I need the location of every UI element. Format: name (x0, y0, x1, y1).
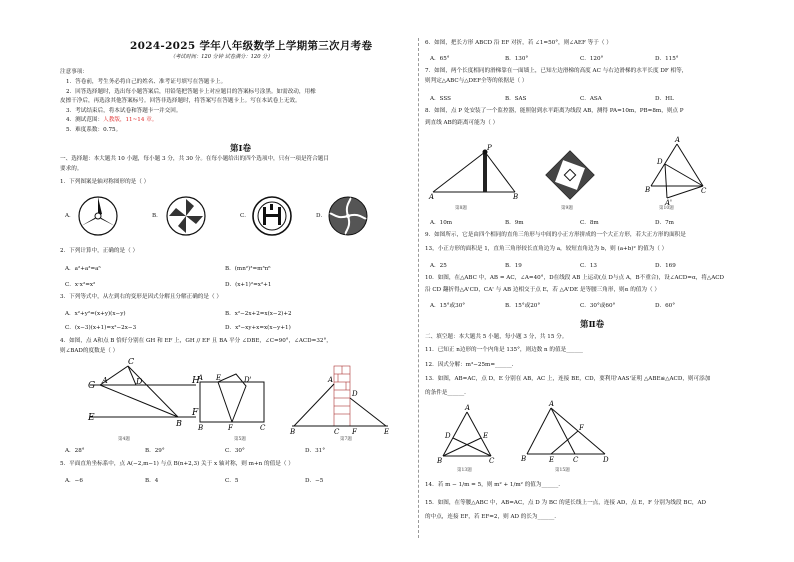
q3-option-b: B．x²−2x+2=x(x−2)+2 (225, 311, 292, 317)
q8-stem-cont: 到直线 AB的距离可能为（ ） (425, 120, 499, 126)
q15-figure (521, 400, 611, 464)
section-1-intro-cont: 要求的。 (60, 166, 83, 172)
q3-stem: 3．下列等式中，从左到右的变形是因式分解且分解正确的是（ ） (60, 294, 222, 300)
q5-option-b: B．4 (145, 478, 159, 484)
svg-text:A: A (429, 193, 435, 201)
q10-option-c: C．30°或60° (580, 303, 616, 309)
section-1-title: 第Ⅰ卷 (230, 144, 251, 154)
q4-option-b: B．29° (145, 448, 165, 454)
svg-text:A': A' (665, 199, 672, 207)
q9-figure (545, 150, 595, 200)
q13-figure (437, 404, 497, 465)
q15-stem-cont: 的中点，连接 EF，若 EF=2，则 AD 的长为______. (425, 514, 557, 520)
q2-option-b: B．(mn²)³=m³n⁶ (225, 266, 271, 272)
right-column (425, 0, 725, 562)
q4-stem-cont: 则∠BAD的度数是（ ） (60, 348, 119, 354)
q9-figure-caption: 第9题 (561, 206, 573, 211)
q11-stem: 11．已知正 n边形的一个内角是 135°，则边数 n 的值是______ (425, 347, 583, 353)
left-column (60, 0, 412, 562)
q13-stem: 13．如图，AB=AC，点 D，E 分别在 AB，AC 上，连接 BE，CD，要利用'AAS'证明 △ABE≌△ACD，则可添加 (425, 376, 711, 382)
q13-figure-caption: 第13题 (457, 468, 472, 473)
svg-text:D: D (657, 158, 663, 166)
note-2-cont: 皮擦干净后，再选涂其他答案标号。回答非选择题时，将答案写在答题卡上。写在本试卷上无效。 (60, 98, 301, 104)
svg-text:D: D (136, 377, 143, 386)
section-2-intro: 二、填空题：本大题共 5 小题，每小题 3 分，共 15 分。 (425, 334, 568, 340)
q7-option-d: D．HL (655, 96, 674, 102)
svg-text:B: B (521, 455, 527, 463)
q7-option-c: C．ASA (580, 96, 602, 102)
q3-option-d: D．x²−xy+x=x(x−y+1) (225, 325, 291, 331)
svg-text:A: A (465, 404, 471, 412)
q8-option-c: C．8m (580, 220, 599, 226)
q10-stem: 10．如图，在△ABC 中，AB = AC，∠A=40°，D在线段 AB 上运动(点 D与点 A，B不重合)，设∠ACD=α，将△ACD (425, 275, 725, 281)
svg-text:P: P (487, 144, 492, 152)
q3-option-c: C．(x−3)(x+1)=x²−2x−3 (65, 325, 137, 331)
q1-figure-d (326, 194, 370, 238)
note-1: 1．答卷前，考生务必将自己的姓名、准考证号填写在答题卡上。 (66, 79, 227, 85)
q8-figure-caption: 第8题 (455, 206, 467, 211)
q2-stem: 2．下列计算中，正确的是（ ） (60, 248, 139, 254)
svg-text:A: A (549, 400, 555, 408)
q12-stem: 12．因式分解：m³−25m=______. (425, 362, 514, 368)
q14-stem: 14．若 m − 1/m = 5，则 m² + 1/m² 的值为______. (425, 482, 561, 488)
q6-option-a: A．65° (430, 56, 450, 62)
q10-option-b: B．15°或20° (505, 303, 541, 309)
q6-option-b: B．130° (505, 56, 529, 62)
svg-text:G: G (88, 381, 96, 391)
column-divider (418, 38, 419, 538)
q4-figure (88, 357, 200, 444)
note-3: 3．考试结束后，将本试卷和答题卡一并交回。 (66, 108, 182, 114)
svg-text:C: C (489, 457, 495, 465)
q4-stem: 4．如图，点 A和点 B 恰好分别在 GH 和 EF 上，GH // EF 且 BA 平分 ∠DBE，∠C=90°，∠ACD=32°， (60, 338, 332, 344)
svg-text:H: H (192, 376, 200, 386)
q1-option-b: B． (152, 213, 162, 219)
note-2: 2．回答选择题时，选出每小题答案后，用铅笔把答题卡上对应题目的答案标号涂黑。如需改动，用橡 (66, 89, 316, 95)
q2-option-c: C．x·x²=x² (65, 282, 96, 288)
svg-text:E: E (483, 432, 489, 440)
q7-option-a: A．SSS (430, 96, 451, 102)
svg-text:E: E (549, 456, 555, 464)
q1-figure-c (250, 194, 294, 238)
note-4: 4．测试范围：人教版，11~14 章。 (66, 117, 158, 123)
q10-option-a: A．15°或30° (430, 303, 466, 309)
q1-option-c: C． (240, 213, 250, 219)
q6-figure (198, 372, 268, 438)
q8-option-b: B．9m (505, 220, 524, 226)
svg-text:E: E (88, 413, 95, 423)
svg-text:C: C (260, 424, 266, 432)
q9-option-b: B．19 (505, 263, 522, 269)
q2-option-a: A．a²+a³=a⁵ (65, 266, 101, 272)
svg-text:B: B (198, 424, 204, 432)
svg-text:D: D (445, 432, 451, 440)
q3-option-a: A．x²+y²=(x+y)(x−y) (65, 311, 126, 317)
q9-option-d: D．169 (655, 263, 676, 269)
q8-figure (429, 146, 525, 200)
q10-option-d: D．60° (655, 303, 675, 309)
svg-text:A: A (675, 136, 681, 144)
note-5: 5．难度系数：0.75。 (66, 127, 122, 133)
q6-figure-caption: 第5题 (234, 437, 246, 442)
svg-text:F: F (192, 408, 199, 418)
svg-text:A: A (198, 374, 204, 382)
svg-text:F: F (579, 424, 584, 432)
q6-option-c: C．120° (580, 56, 604, 62)
svg-text:D: D (603, 456, 609, 464)
svg-text:C: C (573, 456, 579, 464)
svg-text:B: B (437, 457, 443, 465)
svg-text:C: C (334, 428, 340, 436)
svg-text:D': D' (244, 376, 252, 384)
svg-text:D: D (352, 390, 358, 398)
q7-figure (290, 364, 390, 440)
svg-text:F: F (352, 428, 357, 436)
svg-text:C: C (701, 187, 707, 195)
q7-option-b: B．SAS (505, 96, 527, 102)
q6-option-d: D．115° (655, 56, 679, 62)
q5-option-c: C．5 (225, 478, 239, 484)
q10-figure-caption: 第10题 (659, 206, 674, 211)
q1-figure-a (76, 194, 120, 238)
test-range: 人教版，11~14 章。 (103, 117, 158, 123)
q7-stem: 7．如图，两个长度相同的滑梯靠在一面墙上，已知左边滑梯的高度 AC 与右边滑梯的水平长度 DF 相等， (425, 68, 688, 74)
q9-option-c: C．13 (580, 263, 597, 269)
exam-info: （考试时间：120 分钟 试卷满分：120 分） (170, 54, 273, 60)
svg-text:A: A (102, 376, 108, 385)
svg-text:B: B (290, 428, 296, 436)
q7-figure-caption: 第7题 (340, 437, 352, 442)
section-2-title: 第Ⅱ卷 (580, 320, 605, 330)
q8-option-a: A．10m (430, 220, 453, 226)
q5-option-d: D．−5 (305, 478, 324, 484)
q1-stem: 1．下列图案是轴对称图形的是（ ） (60, 179, 150, 185)
section-1-intro: 一、选择题：本大题共 10 小题，每小题 3 分，共 30 分。在每小题给出的四个选项中，只有一项是符合题目 (60, 156, 329, 162)
svg-text:F: F (228, 424, 233, 432)
q4-option-c: C．30° (225, 448, 245, 454)
q8-stem: 8．如图，点 P 处安装了一个监控器，能照射到水平距离为线段 AB，测得 PA=10m，PB=8m，则点 P (425, 108, 684, 114)
q5-option-a: A．−6 (65, 478, 83, 484)
q2-option-d: D．(x+1)²=x²+1 (225, 282, 272, 288)
q1-figure-b (164, 194, 208, 238)
q1-option-a: A． (65, 213, 75, 219)
svg-text:E: E (384, 428, 390, 436)
svg-text:B: B (513, 193, 519, 201)
q6-stem: 6．如图，把长方形 ABCD 沿 EF 对折，若 ∠1=50°，则∠AEF 等于（ ） (425, 40, 612, 46)
q4-figure-caption: 第4题 (118, 437, 130, 442)
q4-option-a: A．28° (65, 448, 85, 454)
q8-option-d: D．7m (655, 220, 674, 226)
q7-stem-cont: 则判定△ABC与△DEF全等的依据是（ ） (425, 78, 528, 84)
page-title: 2024-2025 学年八年级数学上学期第三次月考卷 (130, 40, 373, 52)
q10-figure (637, 136, 707, 207)
q9-stem-cont: 13，小正方形的面积是 1，直角三角形较长直角边为 a，较短直角边为 b，则 (a+b)² 的值为（ ） (425, 246, 668, 252)
q9-stem: 9．如图所示，它是由四个相同的直角三角形与中间的小正方形拼成的一个大正方形，若大正方形的面积是 (425, 232, 686, 238)
svg-text:C: C (128, 357, 135, 366)
q1-option-d: D． (316, 213, 327, 219)
q5-stem: 5．平面直角坐标系中，点 A(−2,m−1) 与点 B(n+2,3) 关于 x 轴对称，则 m+n 的值是（ ） (60, 461, 294, 467)
notes-heading: 注意事项： (60, 69, 88, 75)
q15-figure-caption: 第15题 (555, 468, 570, 473)
svg-text:E: E (216, 374, 222, 382)
q4-option-d: D．31° (305, 448, 325, 454)
q15-stem: 15．如图，在等腰△ABC 中，AB=AC，点 D 为 BC 的延长线上一点，连接 AD，点 E，F 分别为线段 BC，AD (425, 500, 707, 506)
q10-stem-cont: 沿 CD 翻折得△A'CD，CA' 与 AB 边相交于点 E，若 △A'DE 是等腰三角形，则α 的值为（ ） (425, 287, 660, 293)
q13-stem-cont: 的条件是______. (425, 390, 466, 396)
q9-option-a: A．25 (430, 263, 447, 269)
svg-text:B: B (176, 419, 182, 428)
svg-text:A: A (328, 376, 334, 384)
svg-text:B: B (645, 186, 651, 194)
